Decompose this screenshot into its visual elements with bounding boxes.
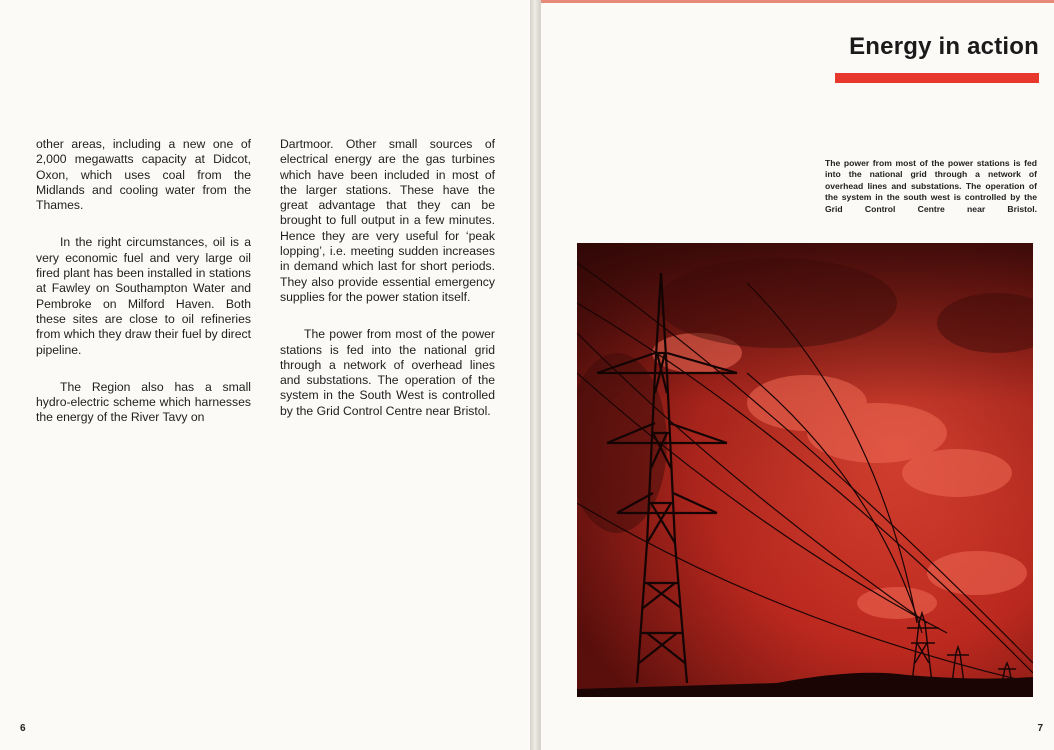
paragraph: The Region also has a small hydro-electric scheme which harnesses the energy of the River Tavy on [36,379,251,425]
page-title: Energy in action [849,33,1039,60]
paragraph: The power from most of the power stations is fed into the national grid through a network of overhead lines and substations. The operation of the system in the South West is controlled by the Grid Control Centre near Bristol. [280,327,495,418]
top-rule [541,0,1054,3]
paragraph: other areas, including a new one of 2,000 megawatts capacity at Didcot, Oxon, which uses coal from the Midlands and cooling water from the Thames. [36,137,251,213]
paragraph: In the right circumstances, oil is a very economic fuel and very large oil fired plant has been installed in stations at Fawley on Southampton Water and Pembroke on Milford Haven. Both these sites are close to oil refineries from which they draw their fuel by direct pipeline. [36,235,251,357]
left-column-1 [36,137,251,426]
book-gutter [530,0,540,750]
pylon-photo-icon [577,243,1033,697]
left-column-2 [280,137,495,419]
page-number: 6 [20,723,26,734]
photo-caption: The power from most of the power stations is fed into the national grid through a network of overhead lines and substations. The operation of the system in the south west is controlled by the Grid Control Centre near Bristol. [825,158,1037,214]
title-underline-bar [835,73,1039,83]
right-page [540,0,1054,750]
pylon-photo [577,243,1033,697]
page-number: 7 [1037,723,1043,734]
paragraph: Dartmoor. Other small sources of electrical energy are the gas turbines which have been included in most of the larger stations. These have the great advantage that they can be brought to full output in a few minutes. Hence they are very useful for ‘peak lopping’, i.e. meeting sudden increases in demand which last for short periods. They also provide essential emergency supplies for the power station itself. [280,137,495,304]
